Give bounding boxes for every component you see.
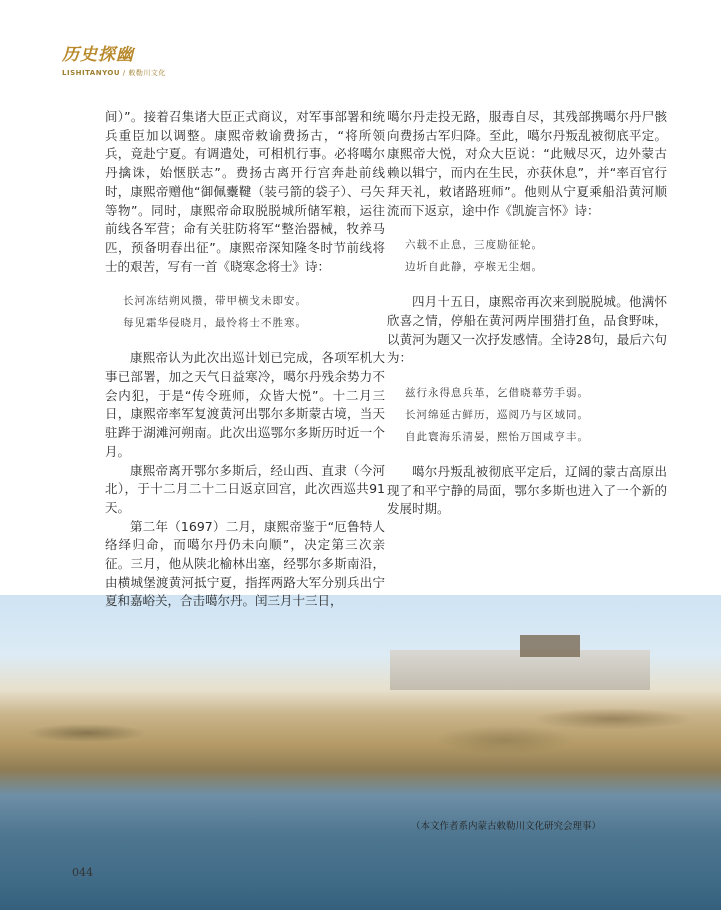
poem-line: 六载不止息，三度励征轮。	[405, 239, 543, 252]
poem-line: 每见霜华侵晓月，最怜将士不胜寒。	[123, 317, 307, 330]
photo-buildings	[390, 650, 650, 690]
paragraph: 噶尔丹叛乱被彻底平定后，辽阔的蒙古高原出现了和平宁静的局面，鄂尔多斯也进入了一个新的发展时期。	[387, 464, 667, 517]
page-number: 044	[72, 866, 93, 879]
poem-line: 兹行永得息兵革，乞借晓幕劳手弱。	[405, 387, 589, 400]
paragraph: 康熙帝认为此次出巡计划已完成，各项军机大事已部署，加之天气日益寒冷，噶尔丹残余势力不会内犯，于是“传令班师，众皆大悦”。十二月三日，康熙帝率军复渡黄河出鄂尔多斯蒙古境，当天驻跸于湖滩河朔南。此次出巡鄂尔多斯历时近一个月。	[105, 350, 385, 459]
poem-line: 长河冻结朔风攒，带甲横戈未即安。	[123, 295, 307, 308]
poem	[105, 290, 385, 334]
section-separator: /	[120, 69, 129, 77]
photo-temple-roof	[520, 635, 580, 657]
section-culture: 敕勒川文化	[128, 69, 166, 77]
paragraph: 第二年（1697）二月，康熙帝鉴于“厄鲁特人络绎归命，而噶尔丹仍未向顺”，决定第三次亲征。三月，他从陕北榆林出塞，经鄂尔多斯南沿，由横城堡渡黄河抵宁夏，指挥两路大军分别兵出宁夏和嘉峪关，合击噶尔丹。闰三月十三日，	[105, 518, 385, 609]
right-column	[387, 108, 667, 519]
photo-trees	[0, 635, 721, 775]
poem	[387, 382, 667, 448]
poem-line: 长河绵延古鲜历，巡阅乃与区域同。	[405, 409, 589, 422]
magazine-header	[62, 40, 166, 78]
author-caption: （本文作者系内蒙古敕勒川文化研究会理事）	[411, 821, 602, 832]
poem-line: 自此寰海乐清晏，熙怡万国咸亨丰。	[405, 431, 589, 444]
section-title: 历史探幽	[62, 45, 134, 65]
section-subtitle	[62, 68, 166, 78]
landscape-photo	[0, 595, 721, 910]
left-column	[105, 108, 385, 611]
poem-line: 边圻自此静，亭堠无尘烟。	[405, 261, 543, 274]
paragraph: 噶尔丹走投无路，服毒自尽，其残部携噶尔丹尸骸向费扬古军归降。至此，噶尔丹叛乱被彻底平定。康熙帝大悦，对众大臣说：“此贼尽灭，边外蒙古赖以辑宁，而内在生民，亦获休息”，并“率百官行拜天礼，敕诸路班师”。他则从宁夏乘船沿黄河顺流而下返京，途中作《凯旋言怀》诗：	[387, 109, 667, 218]
paragraph: 四月十五日，康熙帝再次来到脱脱城。他满怀欣喜之情，停船在黄河两岸围猎打鱼，品食野味，以黄河为题又一次抒发感情。全诗28句，最后六句为：	[387, 294, 667, 366]
section-latin: LISHITANYOU	[62, 69, 121, 77]
paragraph: 间）”。接着召集诸大臣正式商议，对军事部署和统兵重臣加以调整。康熙帝敕谕费扬古，“将所领兵，竟赴宁夏。有调遣处，可相机行事。必将噶尔丹擒诛，始惬朕志”。费扬古离开行宫奔赴前线时，康熙帝赠他“御佩櫜鞬（装弓箭的袋子）、弓矢等物”。同时，康熙帝命取脱脱城所储军粮，运往前线各军营；命有关驻防将军“整治器械，牧养马匹，预备明春出征”。康熙帝深知隆冬时节前线将士的艰苦，写有一首《晓寒念将士》诗：	[105, 109, 385, 274]
paragraph: 康熙帝离开鄂尔多斯后，经山西、直隶（今河北），于十二月二十二日返京回宫，此次西巡共91天。	[105, 462, 385, 515]
poem	[387, 234, 667, 278]
